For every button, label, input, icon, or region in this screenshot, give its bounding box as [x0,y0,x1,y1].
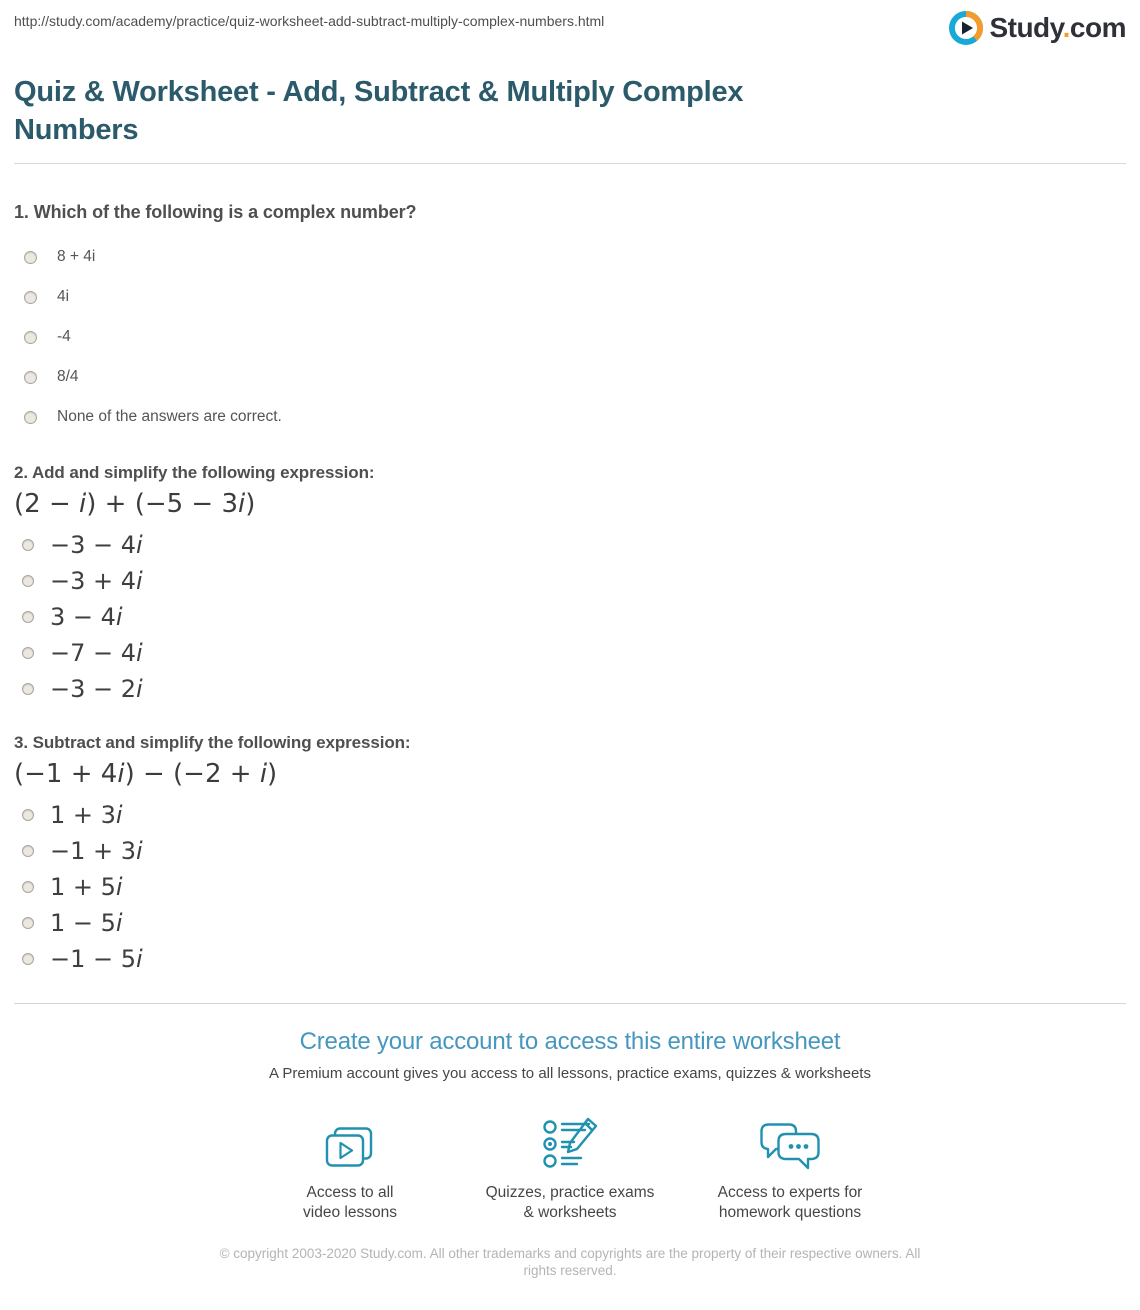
radio-button[interactable] [22,845,34,857]
feature-caption: Access to experts for homework questions [717,1184,863,1221]
feature-quizzes-worksheets [460,1112,680,1223]
question-1-prompt: 1. Which of the following is a complex number? [14,202,417,222]
radio-button[interactable] [22,809,34,821]
question-3-option-5[interactable] [14,941,1126,977]
question-3-prompt: 3. Subtract and simplify the following expression: [14,733,411,752]
question-3-option-4[interactable] [14,905,1126,941]
radio-button[interactable] [22,953,34,965]
option-label: 1 + 3i [50,801,123,829]
option-label: −7 − 4i [50,639,143,667]
question-2-option-1[interactable] [14,527,1126,563]
question-1-option-4[interactable] [14,357,1126,397]
features-row [14,1112,1126,1223]
cta-section [14,1004,1126,1082]
question-1 [14,202,1126,437]
question-2-options [14,527,1126,707]
feature-caption: Quizzes, practice exams & worksheets [485,1184,655,1221]
quizzes-worksheets-icon [460,1112,680,1172]
copyright-text: © copyright 2003-2020 Study.com. All other trademarks and copyrights are the property of their respective owners. All rights reserved. [219,1246,921,1278]
question-1-option-5[interactable] [14,397,1126,437]
studycom-logo-icon [948,10,984,46]
question-1-options [14,237,1126,437]
option-label: -4 [57,328,71,345]
radio-button[interactable] [24,371,37,384]
radio-button[interactable] [22,917,34,929]
title-divider [14,163,1126,164]
option-label: −3 + 4i [50,567,143,595]
studycom-logo-text: Study.com [989,12,1126,43]
radio-button[interactable] [22,683,34,695]
option-label: −1 − 5i [50,945,143,973]
question-2-option-4[interactable] [14,635,1126,671]
option-label: 8 + 4i [57,248,96,265]
option-label: None of the answers are correct. [57,408,282,425]
expert-help-icon [680,1112,900,1172]
question-3 [14,733,1126,977]
feature-expert-help [680,1112,900,1223]
radio-button[interactable] [22,539,34,551]
question-2-option-3[interactable] [14,599,1126,635]
page-title: Quiz & Worksheet - Add, Subtract & Multiply Complex Numbers [14,76,744,146]
option-label: 4i [57,288,70,305]
option-label: 8/4 [57,368,79,385]
page-url: http://study.com/academy/practice/quiz-worksheet-add-subtract-multiply-complex-numbers.html [14,13,605,29]
feature-video-lessons [240,1112,460,1223]
question-3-options [14,797,1126,977]
feature-caption: Access to all video lessons [303,1184,397,1221]
radio-button[interactable] [24,291,37,304]
question-2 [14,463,1126,707]
radio-button[interactable] [22,611,34,623]
option-label: −3 − 2i [50,675,143,703]
question-2-prompt: 2. Add and simplify the following expression: [14,463,375,482]
question-2-expression: (2 − i) + (−5 − 3i) [14,489,256,519]
radio-button[interactable] [22,647,34,659]
video-lessons-icon [240,1112,460,1172]
studycom-logo[interactable] [948,10,1126,46]
radio-button[interactable] [24,331,37,344]
cta-subtitle: A Premium account gives you access to all lessons, practice exams, quizzes & worksheets [269,1065,871,1082]
question-1-option-3[interactable] [14,317,1126,357]
question-2-option-2[interactable] [14,563,1126,599]
radio-button[interactable] [24,411,37,424]
radio-button[interactable] [22,881,34,893]
question-3-option-3[interactable] [14,869,1126,905]
question-2-option-5[interactable] [14,671,1126,707]
option-label: −1 + 3i [50,837,143,865]
page-header [14,0,1126,46]
question-1-option-2[interactable] [14,277,1126,317]
question-1-option-1[interactable] [14,237,1126,277]
option-label: 3 − 4i [50,603,123,631]
question-3-expression: (−1 + 4i) − (−2 + i) [14,759,278,789]
option-label: −3 − 4i [50,531,143,559]
radio-button[interactable] [24,251,37,264]
page-footer [14,1245,1126,1310]
question-3-option-2[interactable] [14,833,1126,869]
option-label: 1 + 5i [50,873,123,901]
question-3-option-1[interactable] [14,797,1126,833]
option-label: 1 − 5i [50,909,123,937]
cta-title: Create your account to access this entire worksheet [299,1028,841,1055]
radio-button[interactable] [22,575,34,587]
